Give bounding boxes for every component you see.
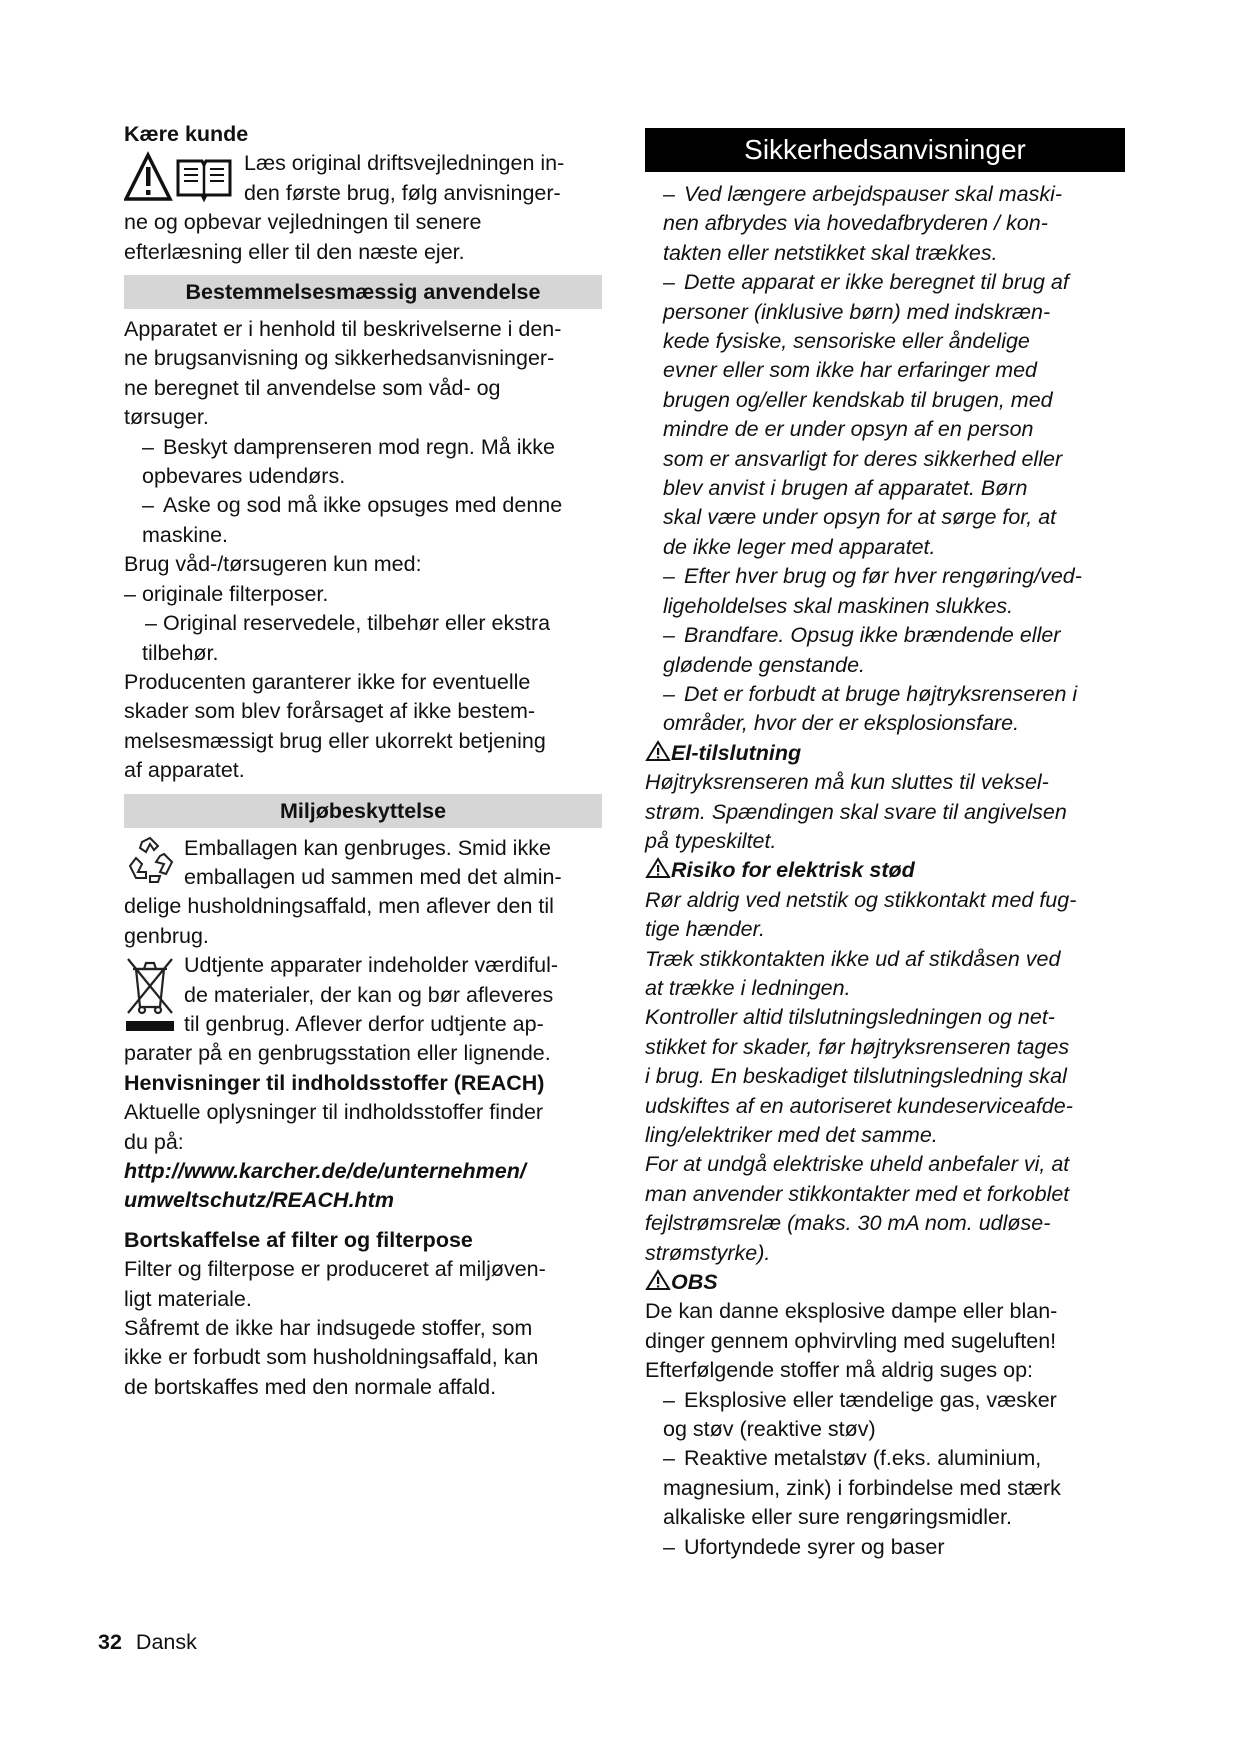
shock-line: tige hænder. xyxy=(645,917,765,942)
list-item: – Dette apparat er ikke beregnet til brug af xyxy=(663,270,1069,295)
section-heading-intended-use: Bestemmelsesmæssig anvendelse xyxy=(124,275,602,309)
reach-text-line: du på: xyxy=(124,1129,184,1154)
warranty-line: skader som blev forårsaget af ikke bestem- xyxy=(124,699,536,724)
shock-line: udskiftes af en autoriseret kundeserviceafde- xyxy=(645,1093,1073,1118)
list-item: – Brandfare. Opsug ikke brændende eller xyxy=(663,623,1061,648)
weee-line: til genbrug. Aflever derfor udtjente ap- xyxy=(184,1011,544,1036)
weee-line: de materialer, der kan og bør afleveres xyxy=(184,982,554,1007)
shock-line: at trække i ledningen. xyxy=(645,975,851,1000)
reach-heading: Henvisninger til indholdsstoffer (REACH) xyxy=(124,1070,545,1095)
list-item-cont: personer (inklusive børn) med indskræn- xyxy=(663,299,1051,324)
intended-para-line: Apparatet er i henhold til beskrivelserne i den- xyxy=(124,317,562,342)
list-item-cont: brugen og/eller kendskab til brugen, med xyxy=(663,387,1053,412)
intro-block xyxy=(124,149,602,267)
shock-line: ling/elektriker med det samme. xyxy=(645,1123,938,1147)
left-column xyxy=(124,120,602,1402)
env-line: emballagen ud sammen med det almin- xyxy=(184,864,562,889)
list-item-cont: alkaliske eller sure rengøringsmidler. xyxy=(663,1505,1012,1530)
list-item: – Ved længere arbejdspauser skal maski- xyxy=(663,182,1063,206)
list-item: – originale filterposer. xyxy=(124,581,329,606)
list-item: – Efter hver brug og før hver rengøring/ved- xyxy=(663,564,1082,589)
list-item: – Ufortyndede syrer og baser xyxy=(663,1534,945,1559)
env-line: genbrug. xyxy=(124,923,209,948)
list-item-cont: magnesium, zink) i forbindelse med stærk xyxy=(663,1475,1061,1500)
list-item-cont: nen afbrydes via hovedafbryderen / kon- xyxy=(663,211,1048,236)
list-item-cont: skal være under opsyn for at sørge for, at xyxy=(663,505,1057,530)
weee-block xyxy=(124,951,602,1069)
disposal-line: ligt materiale. xyxy=(124,1286,252,1311)
list-item: – Det er forbudt at bruge højtryksrenseren i xyxy=(663,681,1078,706)
list-item-cont: tilbehør. xyxy=(142,640,219,665)
list-item-cont: de ikke leger med apparatet. xyxy=(663,534,936,559)
list-item: – Eksplosive eller tændelige gas, væsker xyxy=(663,1387,1057,1412)
disposal-line: de bortskaffes med den normale affald. xyxy=(124,1374,497,1399)
right-column xyxy=(645,128,1125,1562)
recycle-icon xyxy=(124,836,176,886)
list-item-cont: som er ansvarligt for deres sikkerhed eller xyxy=(663,446,1063,471)
warranty-line: af apparatet. xyxy=(124,758,245,783)
intro-line: Læs original driftsvejledningen in- xyxy=(244,151,565,176)
shock-line: fejlstrømsrelæ (maks. 30 mA nom. udløse- xyxy=(645,1211,1051,1236)
shock-line: strømstyrke). xyxy=(645,1240,771,1265)
el-line: strøm. Spændingen skal svare til angivelsen xyxy=(645,799,1067,824)
el-heading: El-tilslutning xyxy=(645,739,1125,768)
warranty-line: Producenten garanterer ikke for eventuelle xyxy=(124,669,531,694)
list-item-cont: glødende genstande. xyxy=(663,652,866,677)
page-number: 32 xyxy=(98,1630,122,1654)
list-item-cont: evner eller som ikke har erfaringer med xyxy=(663,358,1038,383)
crossed-bin-icon xyxy=(124,953,176,1033)
disposal-line: Såfremt de ikke har indsugede stoffer, som xyxy=(124,1316,533,1341)
el-line: Højtryksrenseren må kun sluttes til veksel- xyxy=(645,770,1049,795)
shock-heading: Risiko for elektrisk stød xyxy=(645,856,1125,885)
shock-line: stikket for skader, før højtryksrenseren tages xyxy=(645,1034,1070,1059)
list-item-cont: maskine. xyxy=(142,522,229,547)
footer-language: Dansk xyxy=(135,1630,197,1654)
reach-url-link[interactable]: http://www.karcher.de/de/unternehmen/ xyxy=(124,1159,526,1183)
list-item-cont: takten eller netstikket skal trækkes. xyxy=(663,240,998,265)
obs-line: De kan danne eksplosive dampe eller blan- xyxy=(645,1299,1058,1324)
list-item: – Reaktive metalstøv (f.eks. aluminium, xyxy=(663,1446,1042,1471)
shock-line: Træk stikkontakten ikke ud af stikdåsen ved xyxy=(645,946,1061,971)
reach-text-line: Aktuelle oplysninger til indholdsstoffer finder xyxy=(124,1100,544,1125)
list-item-cont: opbevares udendørs. xyxy=(142,464,346,489)
list-item-cont: ligeholdelses skal maskinen slukkes. xyxy=(663,593,1014,618)
dear-customer-heading: Kære kunde xyxy=(124,122,249,146)
disposal-line: Filter og filterpose er produceret af miljøven- xyxy=(124,1257,546,1282)
shock-line: For at undgå elektriske uheld anbefaler vi, at xyxy=(645,1152,1070,1177)
weee-line: Udtjente apparater indeholder værdiful- xyxy=(184,953,559,978)
list-item-cont: mindre de er under opsyn af en person xyxy=(663,417,1034,442)
shock-line: i brug. En beskadiget tilslutningsledning skal xyxy=(645,1064,1067,1089)
intro-line: efterlæsning eller til den næste ejer. xyxy=(124,239,465,264)
disposal-heading: Bortskaffelse af filter og filterpose xyxy=(124,1227,473,1252)
el-line: på typeskiltet. xyxy=(645,828,777,853)
warning-triangle-icon xyxy=(645,1269,671,1291)
warning-triangle-icon xyxy=(645,740,671,762)
obs-line: dinger gennem ophvirvling med sugeluften! xyxy=(645,1328,1057,1353)
list-item: – Beskyt damprenseren mod regn. Må ikke xyxy=(142,434,555,459)
list-item-cont: og støv (reaktive støv) xyxy=(663,1417,876,1442)
use-only-text: Brug våd-/tørsugeren kun med: xyxy=(124,552,422,577)
list-item-cont: områder, hvor der er eksplosionsfare. xyxy=(663,711,1020,736)
intended-para-line: ne brugsanvisning og sikkerhedsanvisninger- xyxy=(124,346,555,371)
env-line: Emballagen kan genbruges. Smid ikke xyxy=(184,835,551,860)
list-item: – Aske og sod må ikke opsuges med denne xyxy=(142,493,563,518)
shock-line: Rør aldrig ved netstik og stikkontakt med fug- xyxy=(645,887,1077,912)
env-line: delige husholdningsaffald, men aflever den til xyxy=(124,894,554,919)
section-heading-safety: Sikkerhedsanvisninger xyxy=(645,128,1125,172)
warning-triangle-icon xyxy=(645,857,671,879)
reach-url-link[interactable]: umweltschutz/REACH.htm xyxy=(124,1188,394,1213)
obs-line: Efterfølgende stoffer må aldrig suges op: xyxy=(645,1358,1034,1383)
shock-line: Kontroller altid tilslutningsledningen og net- xyxy=(645,1005,1055,1030)
weee-line: parater på en genbrugsstation eller lignende. xyxy=(124,1041,551,1066)
env-block xyxy=(124,834,602,952)
disposal-line: ikke er forbudt som husholdningsaffald, kan xyxy=(124,1345,539,1370)
list-item: – Original reservedele, tilbehør eller ekstra xyxy=(145,611,551,636)
list-item-cont: kede fysiske, sensoriske eller åndelige xyxy=(663,329,1030,354)
shock-line: man anvender stikkontakter med et forkoblet xyxy=(645,1181,1070,1206)
obs-heading: OBS xyxy=(645,1268,1125,1297)
section-heading-environment: Miljøbeskyttelse xyxy=(124,794,602,828)
page-footer xyxy=(98,1630,197,1655)
warranty-line: melsesmæssigt brug eller ukorrekt betjening xyxy=(124,728,546,753)
warning-manual-icon xyxy=(124,151,236,203)
safety-list xyxy=(645,180,1125,739)
intended-para-line: tørsuger. xyxy=(124,405,209,430)
intro-line: den første brug, følg anvisninger- xyxy=(244,180,561,205)
list-item-cont: blev anvist i brugen af apparatet. Børn xyxy=(663,476,1028,501)
intro-line: ne og opbevar vejledningen til senere xyxy=(124,210,482,235)
intended-para-line: ne beregnet til anvendelse som våd- og xyxy=(124,375,501,400)
